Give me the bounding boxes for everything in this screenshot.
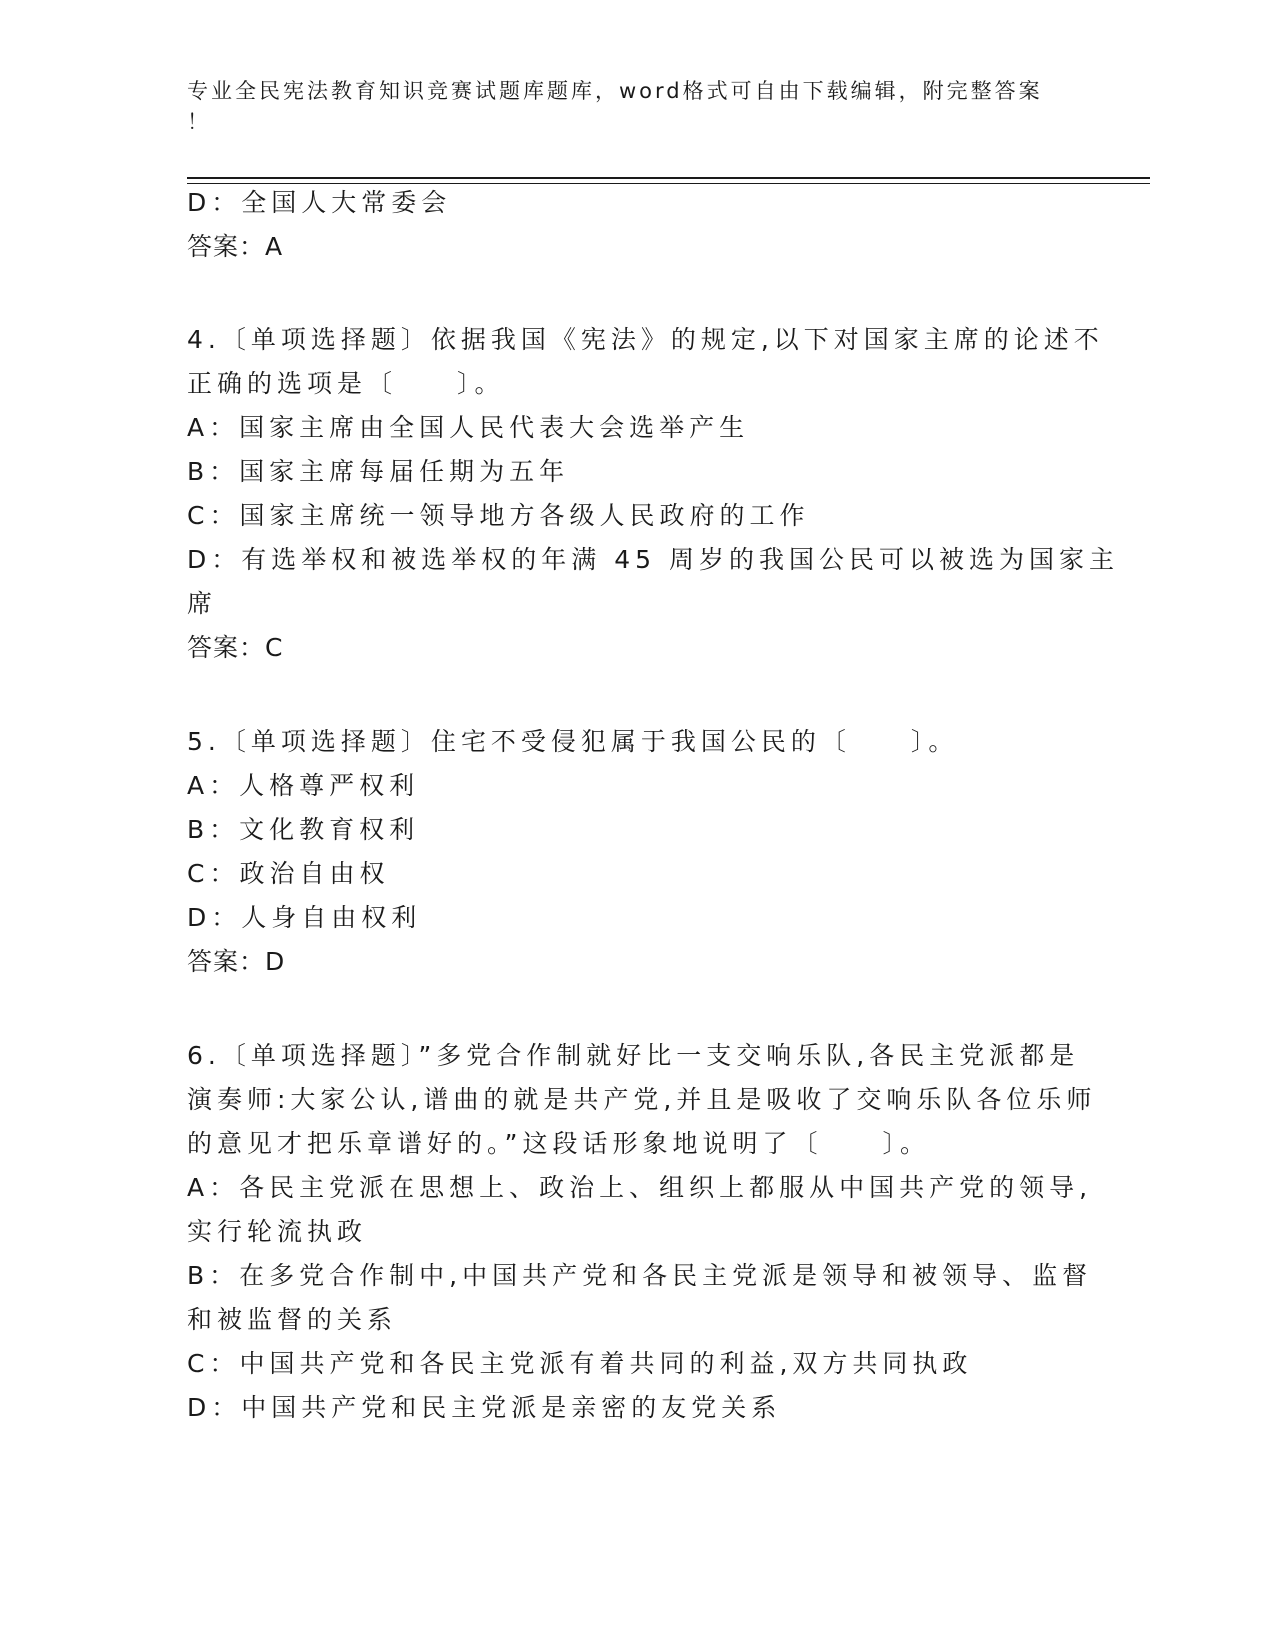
q6-option-d: D：中国共产党和民主党派是亲密的友党关系 [187,1393,782,1422]
q6-option-b-line-1: B：在多党合作制中,中国共产党和各民主党派是领导和被领导、监督 [187,1261,1093,1290]
q4-option-d-line-2: 席 [187,589,218,618]
q4-option-b: B：国家主席每届任期为五年 [187,457,570,486]
q3-answer: 答案：A [187,232,284,261]
q6-option-a-line-2: 实行轮流执政 [187,1217,368,1246]
q6-option-b-line-2: 和被监督的关系 [187,1305,398,1334]
q5-option-b: B：文化教育权利 [187,815,420,844]
q6-stem-line-1: 6.〔单项选择题〕”多党合作制就好比一支交响乐队,各民主党派都是 [187,1041,1080,1070]
q5-option-c: C：政治自由权 [187,859,390,888]
q5-option-d: D：人身自由权利 [187,903,422,932]
q5-option-a: A：人格尊严权利 [187,771,420,800]
header-title-continuation: ！ [187,110,211,134]
header-divider-thick [187,177,1150,179]
q4-option-c: C：国家主席统一领导地方各级人民政府的工作 [187,501,810,530]
header-divider-thin [187,183,1150,184]
q4-option-d-line-1: D：有选举权和被选举权的年满 45 周岁的我国公民可以被选为国家主 [187,545,1119,574]
q5-stem: 5.〔单项选择题〕住宅不受侵犯属于我国公民的〔 〕。 [187,727,959,756]
q6-stem-line-2: 演奏师:大家公认,谱曲的就是共产党,并且是吸收了交响乐队各位乐师 [187,1085,1097,1114]
header-title-line: 专业全民宪法教育知识竞赛试题库题库，word格式可自由下载编辑，附完整答案 [187,79,1043,103]
page-header [187,76,1067,138]
q4-stem-line-2: 正确的选项是〔 〕。 [187,369,505,398]
q4-answer: 答案：C [187,633,284,662]
q6-option-c: C：中国共产党和各民主党派有着共同的利益,双方共同执政 [187,1349,973,1378]
q5-answer: 答案：D [187,947,286,976]
q6-option-a-line-1: A：各民主党派在思想上、政治上、组织上都服从中国共产党的领导, [187,1173,1093,1202]
q4-stem-line-1: 4.〔单项选择题〕依据我国《宪法》的规定,以下对国家主席的论述不 [187,325,1104,354]
q3-option-d: D：全国人大常委会 [187,188,452,217]
q6-stem-line-3: 的意见才把乐章谱好的。”这段话形象地说明了〔 〕。 [187,1129,930,1158]
q4-option-a: A：国家主席由全国人民代表大会选举产生 [187,413,750,442]
